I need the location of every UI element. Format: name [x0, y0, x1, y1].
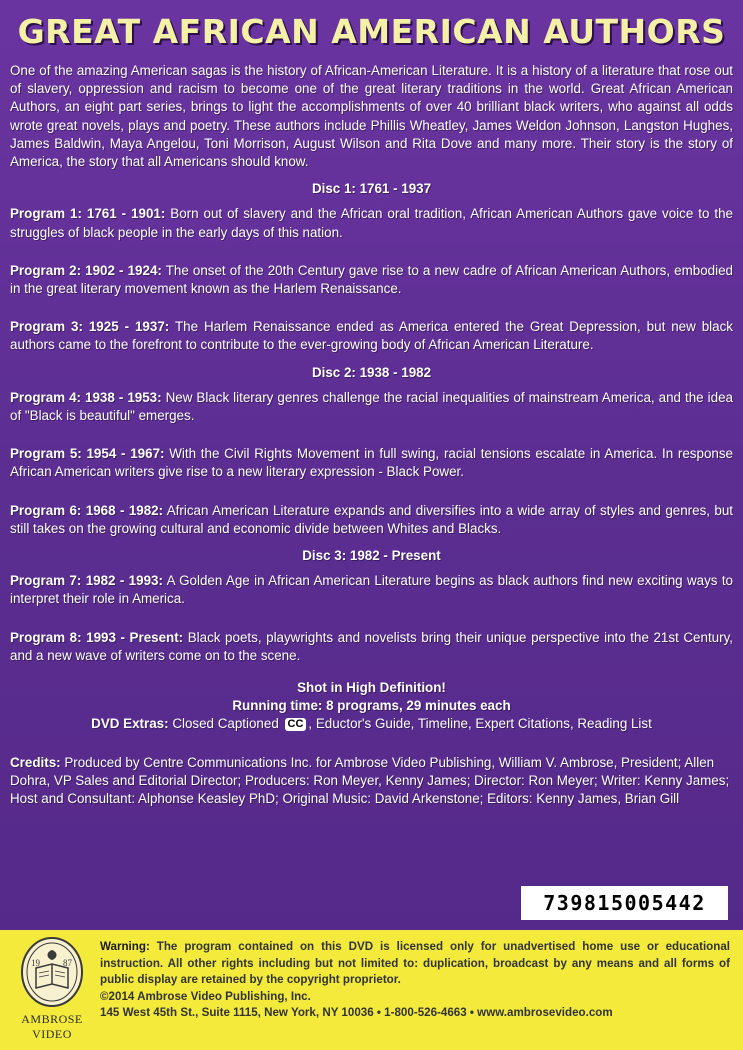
program-description: The Harlem Renaissance ended as America entered the Great Depression, but new black authors came to the forefront to contribute to the ever-growing body of African American Literature.: [10, 319, 733, 353]
product-info: [10, 679, 733, 734]
program-entry: [10, 205, 733, 241]
credits: [10, 754, 733, 809]
disc-title: Disc 3: 1982 - Present: [302, 548, 441, 564]
dvd-extras: [10, 715, 733, 733]
upc-barcode: 739815005442: [521, 886, 728, 920]
program-description: New Black literary genres challenge the racial inequalities of mainstream America, and the idea of "Black is beautiful" emerges.: [10, 389, 733, 424]
page-title: GREAT AFRICAN AMERICAN AUTHORS: [17, 12, 726, 51]
disc-section: [10, 180, 733, 354]
disc-section: [10, 547, 733, 665]
credits-heading: Credits:: [10, 754, 61, 770]
logo-name-line1: AMBROSE: [21, 1012, 83, 1026]
closed-caption-icon: CC: [285, 718, 307, 731]
publisher-address: 145 West 45th St., Suite 1115, New York, NY 10036 • 1-800-526-4663 • www.ambrosevideo.com: [100, 1006, 613, 1019]
program-description: With the Civil Rights Movement in full swing, racial tensions escalate in America. In response African American writers give rise to a new literary expression - Black Power.: [10, 446, 733, 480]
program-heading: Program 3: 1925 - 1937:: [10, 319, 170, 335]
program-entry: [10, 572, 733, 608]
ambrose-logo: [18, 936, 86, 1046]
program-heading: Program 4: 1938 - 1953:: [10, 389, 162, 405]
logo-name-line2: VIDEO: [32, 1027, 72, 1041]
program-description: The onset of the 20th Century gave rise to a new cadre of African American Authors, embodied in the great literary movement known as the Harlem Renaissance.: [10, 262, 733, 297]
program-heading: Program 5: 1954 - 1967:: [10, 446, 165, 462]
hd-notice: Shot in High Definition!: [297, 680, 446, 696]
extras-list: , Eductor's Guide, Timeline, Expert Citations, Reading List: [308, 716, 652, 732]
program-entry: [10, 445, 733, 481]
copyright: ©2014 Ambrose Video Publishing, Inc.: [100, 989, 311, 1003]
extras-captioned: Closed Captioned: [172, 716, 279, 732]
program-description: Black poets, playwrights and novelists bring their unique perspective into the 21st Century, and a new wave of writers come on to the scene.: [10, 629, 733, 663]
logo-year-right: 87: [63, 958, 72, 968]
main-content: [10, 62, 733, 808]
warning-heading: Warning:: [100, 940, 150, 953]
credits-text: Produced by Centre Communications Inc. for Ambrose Video Publishing, William V. Ambrose, President; Allen Dohra, VP Sales and Editorial Director; Producers: Ron Meyer, Kenny James; Director: Ron Meyer; Writer: Kenny James; Host and Consultant: Alphonse Keasley PhD; Original Music: David Arkenstone; Editors: Kenny James, Brian Gill: [10, 754, 730, 807]
legal-text: [100, 939, 730, 1022]
program-entry: [10, 262, 733, 298]
disc-title: Disc 1: 1761 - 1937: [311, 181, 432, 197]
running-time: Running time: 8 programs, 29 minutes each: [232, 698, 511, 714]
extras-heading: DVD Extras:: [91, 716, 169, 732]
book-seal-icon: [18, 936, 86, 1010]
program-heading: Program 8: 1993 - Present:: [10, 629, 184, 645]
disc-title: Disc 2: 1938 - 1982: [311, 364, 432, 380]
program-description: A Golden Age in African American Literature begins as black authors find new exciting ways to interpret their role in America.: [10, 573, 733, 607]
program-heading: Program 1: 1761 - 1901:: [10, 206, 166, 222]
intro-paragraph: One of the amazing American sagas is the history of African-American Literature. It is a history of a literature that rose out of slavery, oppression and racism to become one of the great literary traditions in the world. Great African American Authors, an eight part series, brings to light the accomplishments of over 40 brilliant black writers, who against all odds wrote great novels, plays and poetry. These authors include Phillis Wheatley, James Weldon Johnson, Langston Hughes, James Baldwin, Maya Angelou, Toni Morrison, August Wilson and Rita Dove and many more. Their story is the story of America, the story that all Americans should know.: [10, 63, 733, 170]
program-entry: [10, 318, 733, 354]
warning-text: The program contained on this DVD is licensed only for unadvertised home use or educational instruction. All other rights including but not limited to: duplication, broadcast by any means and all forms of public display are retained by the copyright proprietor.: [100, 940, 730, 986]
program-heading: Program 7: 1982 - 1993:: [10, 573, 163, 589]
program-entry: [10, 502, 733, 538]
program-description: Born out of slavery and the African oral tradition, African American Authors gave voice to the struggles of black people in the early days of this nation.: [10, 206, 733, 240]
program-entry: [10, 389, 733, 425]
program-heading: Program 2: 1902 - 1924:: [10, 262, 162, 278]
warning-notice: [100, 939, 730, 989]
footer-bar: [0, 930, 743, 1050]
disc-section: [10, 364, 733, 538]
program-description: African American Literature expands and diversifies into a wide array of styles and genres, but still takes on the growing cultural and economic divide between Whites and Blacks.: [10, 502, 733, 536]
program-entry: [10, 629, 733, 665]
logo-year-left: 19: [31, 958, 40, 968]
program-heading: Program 6: 1968 - 1982:: [10, 502, 164, 518]
